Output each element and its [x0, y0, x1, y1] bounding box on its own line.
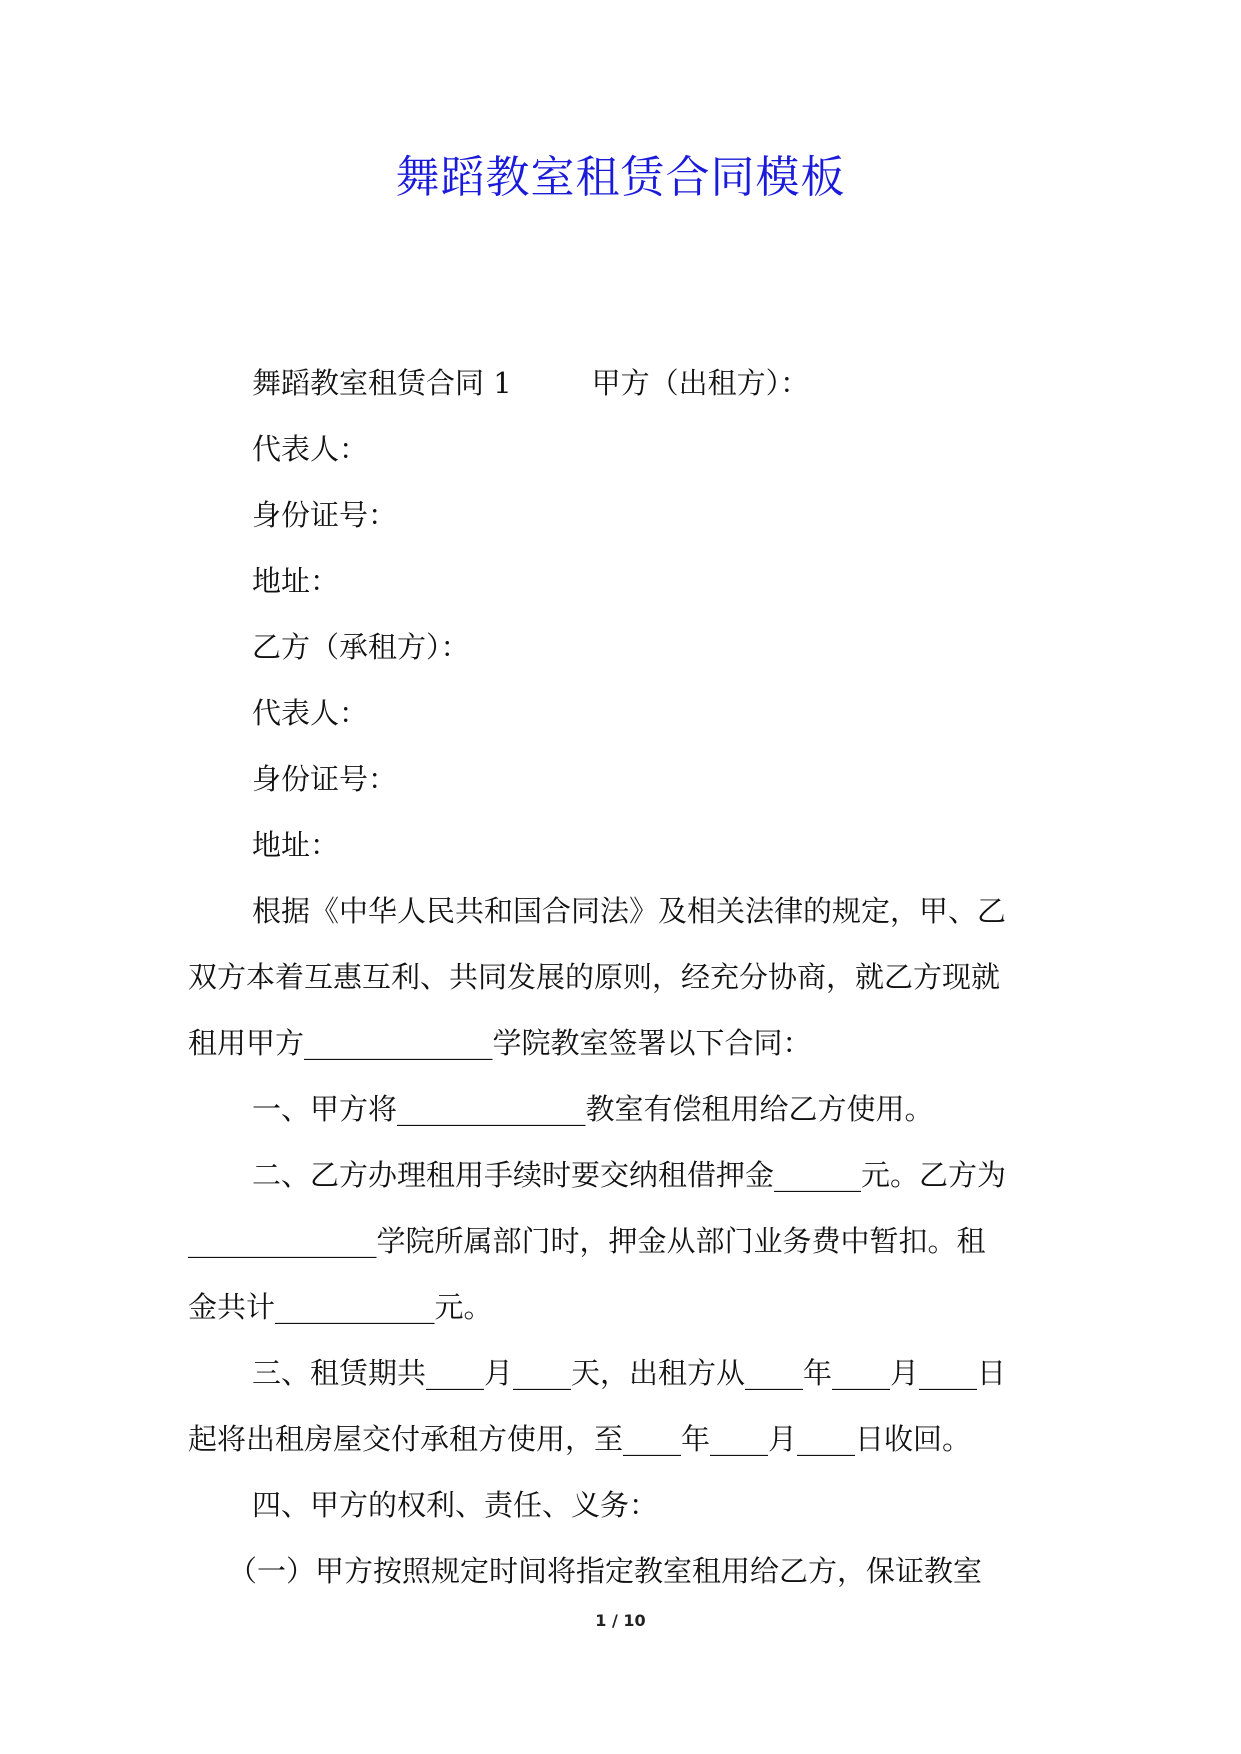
- clause-4-item-1: （一）甲方按照规定时间将指定教室租用给乙方，保证教室: [228, 1554, 983, 1588]
- party-b-label: 乙方（承租方）：: [252, 630, 470, 664]
- clause-1: 一、甲方将_____________教室有偿租用给乙方使用。: [252, 1092, 934, 1126]
- preamble-line-3: 租用甲方_____________学院教室签署以下合同：: [188, 1026, 812, 1060]
- clause-2-line-3: 金共计___________元。: [188, 1290, 493, 1324]
- party-a-id-number: 身份证号：: [252, 498, 398, 532]
- document-body: [188, 350, 1058, 1604]
- party-b-address: 地址：: [252, 828, 340, 862]
- clause-2-line-2: _____________学院所属部门时，押金从部门业务费中暂扣。租: [188, 1224, 986, 1258]
- party-a-label: 甲方（出租方）：: [591, 366, 810, 400]
- page-number: 1 / 10: [595, 1611, 646, 1630]
- party-a-representative: 代表人：: [252, 432, 369, 466]
- contract-heading-line: [188, 350, 1058, 416]
- preamble-line-1: 根据《中华人民共和国合同法》及相关法律的规定，甲、乙: [252, 894, 1007, 928]
- party-b-id-number: 身份证号：: [252, 762, 398, 796]
- clause-2-line-1: 二、乙方办理租用手续时要交纳租借押金______元。乙方为: [252, 1158, 1007, 1192]
- contract-number-label: 舞蹈教室租赁合同 1: [252, 366, 512, 400]
- party-b-representative: 代表人：: [252, 696, 369, 730]
- party-a-address: 地址：: [252, 564, 340, 598]
- preamble-line-2: 双方本着互惠互利、共同发展的原则，经充分协商，就乙方现就: [188, 960, 1001, 994]
- clause-3-line-2: 起将出租房屋交付承租方使用，至____年____月____日收回。: [188, 1422, 972, 1456]
- clause-3-line-1: 三、租赁期共____月____天，出租方从____年____月____日: [252, 1356, 1007, 1390]
- clause-4-heading: 四、甲方的权利、责任、义务：: [252, 1488, 659, 1522]
- document-title: 舞蹈教室租赁合同模板: [395, 152, 846, 203]
